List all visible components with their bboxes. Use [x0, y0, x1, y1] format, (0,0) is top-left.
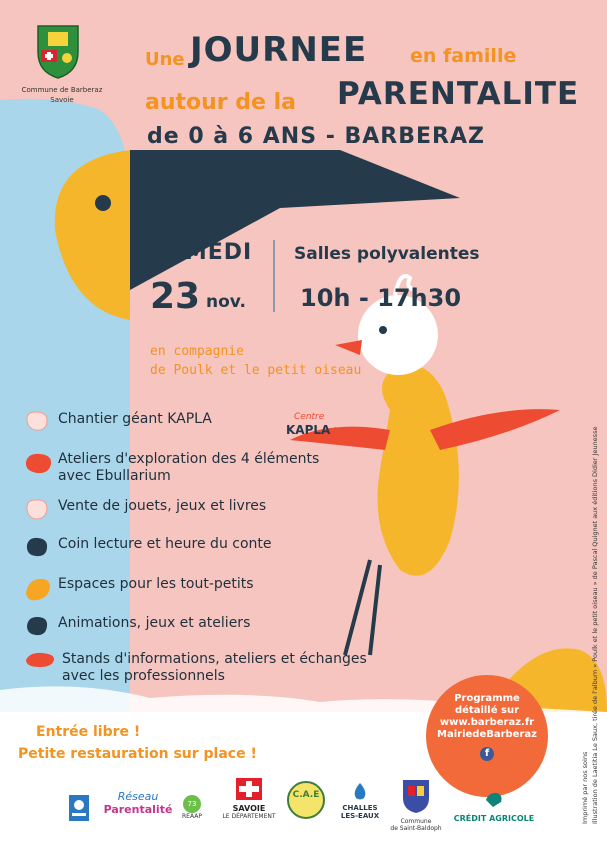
event-venue: Salles polyvalentes: [294, 244, 480, 264]
event-date-number: 23: [150, 276, 201, 317]
event-day: SAMEDI: [150, 240, 253, 265]
kapla-logo: [282, 412, 362, 442]
kapla-logo-kapla: KAPLA: [286, 423, 331, 437]
savoie-name: SAVOIE: [232, 804, 266, 813]
programme-facebook-page[interactable]: MairiedeBarberaz: [437, 729, 537, 740]
big-bird-beak: [130, 150, 460, 290]
kapla-logo-centre: Centre: [294, 412, 325, 422]
title-age-range: de 0 à 6 ANS - BARBERAZ: [147, 124, 485, 149]
blob-navy-icon: [24, 535, 50, 559]
entry-info: [18, 724, 318, 774]
blob-red-icon: [24, 450, 54, 476]
activity-label: Vente de jouets, jeux et livres: [58, 498, 267, 514]
caf-icon: [68, 794, 90, 822]
reaap-num: 73: [183, 795, 201, 813]
water-drop-icon: [350, 782, 370, 800]
small-bird-body: [378, 364, 459, 575]
challes-les-eaux-logo: [338, 782, 382, 820]
credit-agricole-name: CRÉDIT AGRICOLE: [453, 814, 535, 823]
cae-logo: [284, 780, 328, 824]
programme-line2: détaillé sur: [454, 705, 520, 716]
activity-label: Ateliers d'exploration des 4 éléments: [58, 451, 320, 467]
title-parentalite: PARENTALITE: [337, 76, 580, 112]
blob-pink-icon: [24, 497, 50, 521]
savoie-departement: LE DÉPARTEMENT: [222, 813, 276, 820]
small-bird-leg-left: [345, 560, 370, 655]
entry-food: Petite restauration sur place !: [18, 746, 257, 762]
saint-baldoph-line2: de Saint-Baldoph: [390, 825, 442, 832]
commune-name: Commune de Barberaz: [21, 86, 103, 94]
credits-illustration: Illustration de Laetitia Le Saux, tirée de l'album « Poulk et le petit oiseau » de Pascal Quignet aux éditions Didier Jeunesse: [591, 426, 599, 824]
credits-printed: Imprimé par nos soins: [581, 751, 589, 824]
companion-line1: en compagnie: [150, 344, 244, 359]
programme-badge[interactable]: [426, 675, 548, 797]
reseau-line1: Réseau: [117, 790, 159, 803]
programme-line1: Programme: [454, 693, 520, 704]
barberaz-crest-icon: [33, 22, 83, 80]
reseau-parentalite-logo: [98, 790, 178, 816]
activity-label: Coin lecture et heure du conte: [58, 536, 272, 552]
activity-label-line2: avec les professionnels: [62, 668, 225, 684]
activity-label: Espaces pour les tout-petits: [58, 576, 254, 592]
title-une: Une: [145, 49, 185, 70]
activity-label-line2: avec Ebullarium: [58, 468, 171, 484]
savoie-logo: [222, 778, 276, 820]
small-bird-eye: [379, 326, 387, 334]
blob-red-icon: [24, 650, 56, 670]
activity-label: Stands d'informations, ateliers et échanges: [62, 651, 367, 667]
blob-orange-icon: [24, 575, 52, 603]
small-bird-beak: [335, 340, 362, 355]
saint-baldoph-crest-icon: [400, 778, 432, 814]
saint-baldoph-logo: [388, 778, 444, 832]
reaap-text: REAAP: [182, 813, 202, 820]
entry-free: Entrée libre !: [36, 724, 141, 740]
caf-logo: [68, 794, 90, 826]
side-credits: [580, 384, 607, 824]
savoie-cross-icon: [234, 778, 264, 800]
saint-baldoph-line1: Commune: [400, 818, 432, 825]
facebook-icon[interactable]: f: [480, 747, 494, 761]
activity-label: Animations, jeux et ateliers: [58, 615, 251, 631]
blob-navy-icon: [24, 614, 50, 638]
small-bird-leg-right: [370, 565, 380, 655]
activity-label: Chantier géant KAPLA: [58, 411, 212, 427]
title-journee: JOURNEE: [190, 30, 368, 70]
event-date-month: nov.: [206, 292, 246, 312]
cae-name: C.A.E: [292, 790, 320, 800]
reseau-line2: Parentalité: [103, 803, 173, 816]
credit-agricole-icon: [483, 790, 505, 810]
credit-agricole-logo: [444, 790, 544, 823]
programme-website[interactable]: www.barberaz.fr: [439, 717, 535, 728]
cae-badge-icon: [286, 780, 326, 820]
kapla-logo-lyon: Lyon: [334, 426, 353, 435]
blob-pink-icon: [24, 410, 50, 432]
event-divider: [273, 240, 275, 312]
title-en-famille: en famille: [410, 45, 517, 67]
challes-line1: CHALLES: [342, 804, 378, 812]
challes-line2: LES-EAUX: [340, 812, 380, 820]
big-bird-eye: [95, 195, 111, 211]
commune-region: Savoie: [50, 96, 74, 104]
reaap-logo: [180, 795, 204, 820]
companion-line2: de Poulk et le petit oiseau: [150, 363, 362, 378]
title-autour: autour de la: [145, 90, 297, 115]
event-hours: 10h - 17h30: [300, 284, 462, 312]
